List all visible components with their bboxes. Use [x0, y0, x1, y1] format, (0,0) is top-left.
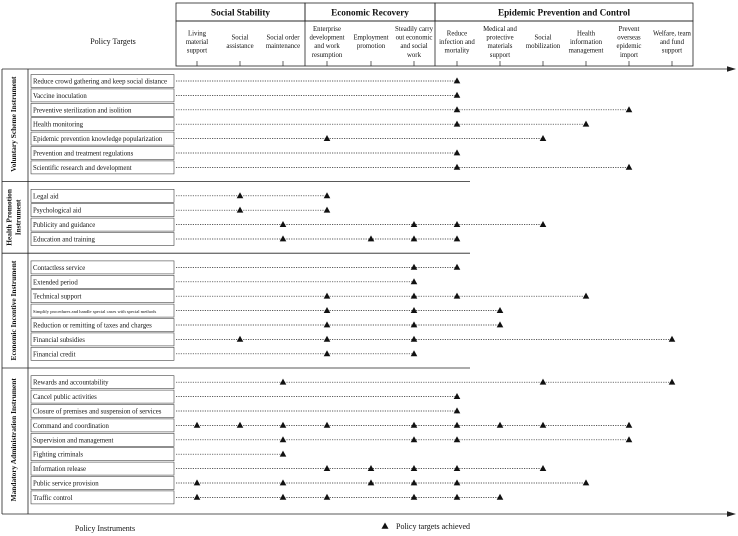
target-label: Health [576, 30, 596, 38]
target-achieved-triangle [324, 293, 331, 299]
target-achieved-triangle [540, 379, 547, 385]
top-axis-arrow [727, 66, 736, 71]
target-label: mobilization [525, 43, 561, 51]
target-achieved-triangle [324, 350, 331, 356]
target-achieved-triangle [454, 465, 461, 471]
target-label: Steadily carry [395, 26, 433, 33]
target-group-title: Epidemic Prevention and Control [497, 7, 631, 18]
target-achieved-triangle [497, 422, 504, 428]
target-achieved-triangle [497, 494, 504, 500]
instrument-label: Rewards and accountability [33, 379, 109, 387]
instrument-group-label: Health Promotion [4, 189, 14, 246]
target-achieved-triangle [669, 336, 676, 342]
instrument-label: Extended period [33, 279, 78, 287]
target-achieved-triangle [454, 264, 461, 270]
target-achieved-triangle [280, 221, 287, 227]
target-achieved-triangle [583, 293, 590, 299]
instrument-label: Cancel public activities [33, 394, 97, 402]
target-achieved-triangle [194, 422, 201, 428]
instrument-label: Information release [33, 466, 87, 474]
bottom-left-axis-label: Policy Instruments [74, 524, 136, 533]
instrument-label: Epidemic prevention knowledge popularization [33, 136, 163, 144]
target-achieved-triangle [454, 407, 461, 413]
target-label: overseas [617, 34, 641, 42]
instrument-label: Financial credit [33, 351, 76, 359]
target-label: resumption [311, 51, 343, 59]
target-achieved-triangle [324, 494, 331, 500]
instrument-label: Publicity and guidance [33, 222, 96, 230]
top-left-axis-label: Policy Targets [90, 37, 136, 46]
instrument-group-label: Voluntary Scheme Instrument [9, 76, 18, 172]
instrument-label: Closure of premises and suspension of services [33, 408, 162, 416]
target-achieved-triangle [194, 494, 201, 500]
target-label: and work [314, 43, 340, 51]
target-label: mortality [444, 47, 470, 55]
target-achieved-triangle [454, 494, 461, 500]
target-label: Social [231, 34, 249, 42]
target-achieved-triangle [454, 293, 461, 299]
instrument-label: Prevention and treatment regulations [33, 150, 134, 158]
target-label: Enterprise [313, 26, 341, 33]
target-achieved-triangle [324, 192, 331, 198]
target-achieved-triangle [280, 451, 287, 457]
instrument-label: Preventive sterilization and isolition [33, 107, 132, 115]
instrument-label: Vaccine inoculation [33, 92, 87, 100]
target-achieved-triangle [454, 393, 461, 399]
target-achieved-triangle [497, 307, 504, 313]
target-label: protective [486, 34, 514, 42]
target-achieved-triangle [368, 465, 375, 471]
instrument-label: Reduction or remitting of taxes and charges [33, 322, 152, 330]
target-achieved-triangle [454, 436, 461, 442]
target-achieved-triangle [411, 465, 418, 471]
instrument-label: Traffic control [33, 494, 73, 502]
target-achieved-triangle [411, 278, 418, 284]
instrument-label: Simplify procedures and handle special cases with special methods [33, 309, 157, 315]
target-label: Living [187, 30, 207, 38]
target-achieved-triangle [540, 135, 547, 141]
target-label: infection and [439, 38, 475, 46]
instrument-label: Legal aid [33, 193, 59, 201]
instrument-label: Psychological aid [33, 207, 82, 215]
target-achieved-triangle [411, 436, 418, 442]
instrument-label: Scientific research and development [33, 164, 132, 172]
target-achieved-triangle [583, 479, 590, 485]
target-label: and social [400, 43, 428, 51]
instrument-group-label: Instrument [13, 199, 23, 236]
target-achieved-triangle [324, 465, 331, 471]
target-label: epidemic [616, 43, 642, 51]
target-achieved-triangle [454, 92, 461, 98]
target-achieved-triangle [540, 221, 547, 227]
target-achieved-triangle [411, 235, 418, 241]
instrument-label: Contactless service [33, 264, 86, 272]
target-label: material [185, 38, 209, 46]
target-label: Social [534, 34, 552, 42]
target-achieved-triangle [454, 77, 461, 83]
target-achieved-triangle [497, 321, 504, 327]
target-label: Welfare, team [653, 30, 691, 38]
target-achieved-triangle [411, 336, 418, 342]
legend-label: Policy targets achieved [396, 522, 471, 531]
target-achieved-triangle [324, 135, 331, 141]
target-label: work [407, 51, 421, 59]
target-label: support [186, 47, 208, 55]
target-achieved-triangle [454, 221, 461, 227]
instrument-label: Fighting criminals [33, 451, 84, 459]
target-group-title: Economic Recovery [331, 7, 409, 18]
target-group-title: Social Stability [211, 7, 270, 18]
target-achieved-triangle [626, 164, 633, 170]
instrument-label: Reduce crowd gathering and keep social distance [33, 78, 167, 86]
target-achieved-triangle [454, 164, 461, 170]
instrument-label: Public service provision [33, 480, 99, 488]
target-label: materials [487, 43, 513, 51]
target-label: assistance [226, 43, 254, 51]
target-label: Reduce [446, 30, 468, 38]
target-achieved-triangle [237, 422, 244, 428]
target-achieved-triangle [324, 321, 331, 327]
target-achieved-triangle [411, 264, 418, 270]
target-label: import [619, 51, 639, 59]
instrument-label: Financial subsidies [33, 336, 85, 344]
target-label: out economic [395, 34, 433, 42]
target-achieved-triangle [280, 235, 287, 241]
target-achieved-triangle [540, 422, 547, 428]
target-label: Medical and [483, 26, 517, 33]
instrument-group-label: Economic Incentive Instrument [9, 260, 18, 361]
instrument-label: Command and coordination [33, 422, 109, 430]
target-achieved-triangle [411, 321, 418, 327]
target-achieved-triangle [411, 307, 418, 313]
target-achieved-triangle [411, 479, 418, 485]
target-achieved-triangle [237, 207, 244, 213]
target-achieved-triangle [669, 379, 676, 385]
target-label: Prevent [618, 26, 640, 33]
target-achieved-triangle [411, 422, 418, 428]
target-achieved-triangle [280, 379, 287, 385]
target-achieved-triangle [324, 336, 331, 342]
target-achieved-triangle [324, 422, 331, 428]
target-achieved-triangle [454, 235, 461, 241]
target-achieved-triangle [280, 436, 287, 442]
target-achieved-triangle [194, 479, 201, 485]
target-achieved-triangle [237, 336, 244, 342]
target-label: Employment [353, 34, 389, 42]
target-achieved-triangle [454, 149, 461, 155]
target-label: promotion [356, 43, 386, 51]
target-achieved-triangle [583, 121, 590, 127]
target-achieved-triangle [280, 479, 287, 485]
target-achieved-triangle [324, 207, 331, 213]
instrument-label: Health monitoring [33, 121, 84, 129]
target-achieved-triangle [368, 479, 375, 485]
target-achieved-triangle [280, 494, 287, 500]
target-achieved-triangle [454, 422, 461, 428]
target-achieved-triangle [324, 307, 331, 313]
target-label: development [309, 34, 345, 42]
target-achieved-triangle [368, 235, 375, 241]
target-achieved-triangle [626, 436, 633, 442]
target-label: maintenance [265, 43, 301, 51]
instrument-label: Education and training [33, 236, 95, 244]
legend-triangle-icon [382, 523, 389, 529]
target-label: Social order [266, 34, 300, 42]
target-achieved-triangle [280, 422, 287, 428]
target-achieved-triangle [411, 494, 418, 500]
instrument-label: Supervision and management [33, 437, 114, 445]
target-achieved-triangle [540, 465, 547, 471]
target-achieved-triangle [626, 106, 633, 112]
target-achieved-triangle [454, 106, 461, 112]
target-label: management [568, 47, 604, 55]
target-label: information [569, 38, 603, 46]
target-achieved-triangle [454, 479, 461, 485]
target-label: and fund [660, 38, 684, 46]
target-achieved-triangle [411, 350, 418, 356]
target-achieved-triangle [237, 192, 244, 198]
instrument-group-label: Mandatory Administration Instrument [9, 378, 18, 502]
target-achieved-triangle [454, 121, 461, 127]
target-label: support [489, 51, 511, 59]
target-label: support [661, 47, 683, 55]
target-achieved-triangle [411, 293, 418, 299]
target-achieved-triangle [411, 221, 418, 227]
bottom-axis-arrow [727, 511, 736, 516]
instrument-label: Technical support [33, 293, 82, 301]
target-achieved-triangle [626, 422, 633, 428]
